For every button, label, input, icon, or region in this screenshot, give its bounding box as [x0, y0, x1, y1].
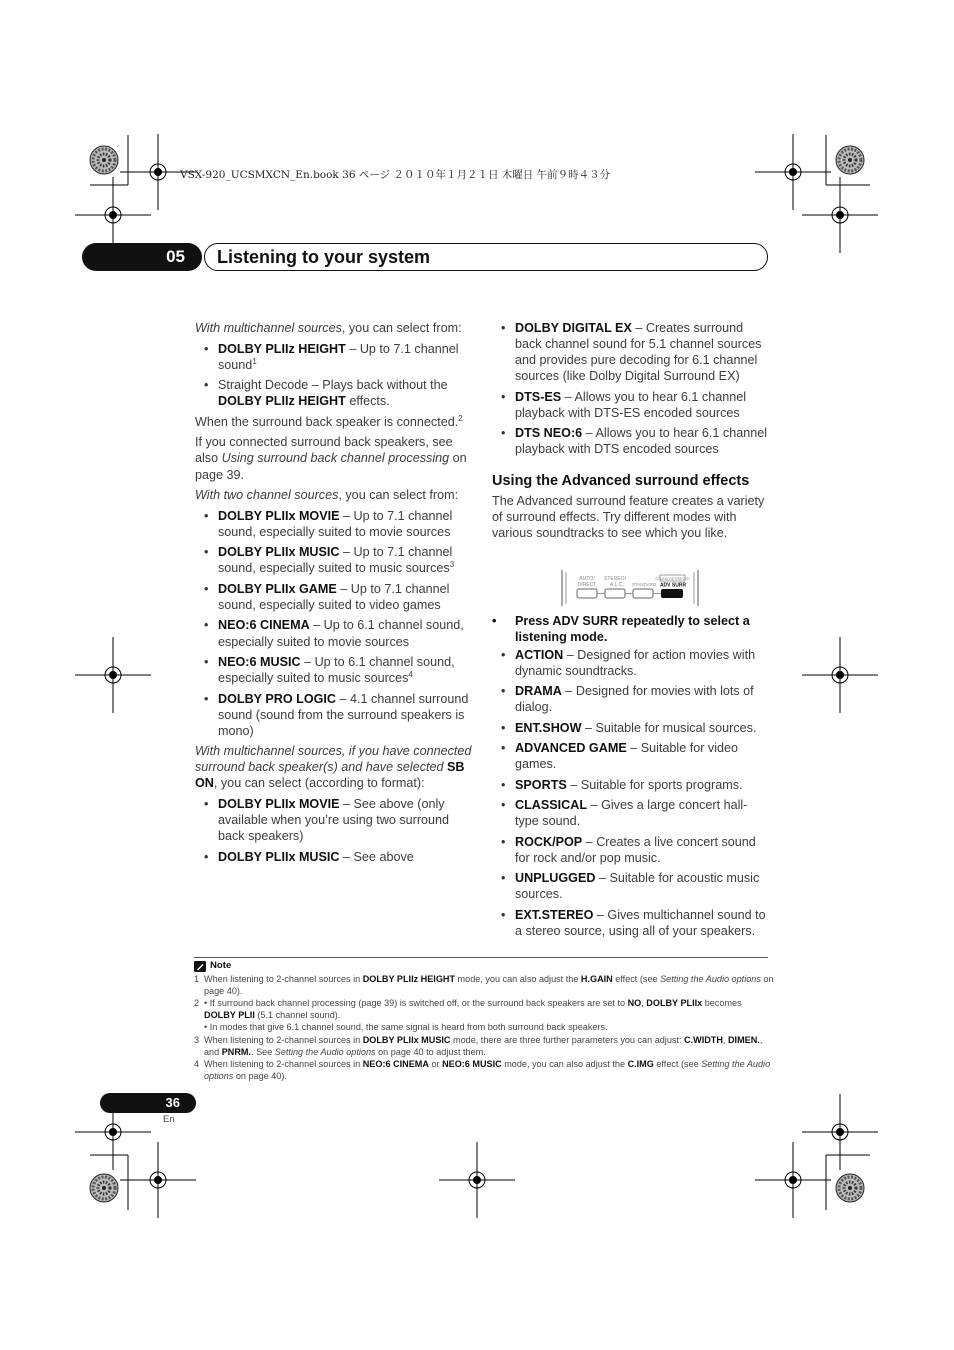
list-item: • Straight Decode – Plays back without the DOLBY PLIIz HEIGHT effects. — [195, 377, 475, 409]
list-item: • DOLBY PLIIx MUSIC – See above — [195, 849, 475, 865]
page-language: En — [163, 1114, 175, 1125]
file-info: VSX-920_UCSMXCN_En.book 36 ページ ２０１０年１月２１日 木曜日 午前９時４３分 — [180, 169, 611, 181]
notes-heading: Note — [194, 960, 774, 972]
notes-section — [194, 960, 774, 1082]
chapter-title: Listening to your system — [217, 247, 431, 267]
list-item: • DOLBY PLIIx MUSIC – Up to 7.1 channel sound, especially suited to music sources$^3$ — [195, 544, 475, 576]
list-item: • ADVANCED GAME – Suitable for video games. — [492, 740, 770, 772]
list-item: • SPORTS – Suitable for sports programs. — [492, 777, 770, 793]
btn-standard-label: STANDARD — [631, 582, 657, 587]
note-1: 1 When listening to 2-channel sources in DOLBY PLIIz HEIGHT mode, you can also adjust the H.GAIN effect (see Setting the Audio options on page 40). — [194, 974, 774, 997]
list-sb-on — [195, 796, 475, 865]
para-see-also: If you connected surround back speakers, see also Using surround back channel processing on page 39. — [195, 435, 467, 482]
list-item: • DOLBY PRO LOGIC – 4.1 channel surround sound (sound from the surround speakers is mono) — [195, 691, 475, 739]
list-item: • ENT.SHOW – Suitable for musical sources. — [492, 720, 770, 736]
list-item: • DRAMA – Designed for movies with lots of dialog. — [492, 683, 770, 715]
list-item: • DOLBY PLIIx MOVIE – Up to 7.1 channel sound, especially suited to movie sources — [195, 508, 475, 540]
btn-stereo-alc-label: STEREO/ — [604, 576, 626, 582]
note-4: 4 When listening to 2-channel sources in NEO:6 CINEMA or NEO:6 MUSIC mode, you can also adjust the C.IMG effect (see Setting the Audio options on page 40). — [194, 1058, 771, 1081]
notes-divider — [194, 957, 768, 958]
list-item: • DTS NEO:6 – Allows you to hear 6.1 channel playback with DTS encoded sources — [492, 425, 770, 457]
right-column — [492, 320, 770, 944]
svg-text:DIRECT: DIRECT — [577, 582, 597, 588]
instruction-step: • Press ADV SURR repeatedly to select a listening mode. — [492, 613, 770, 645]
list-two-channel — [195, 508, 475, 739]
svg-text:A.L.C.: A.L.C. — [610, 582, 624, 588]
list-item: • ACTION – Designed for action movies with dynamic soundtracks. — [492, 647, 770, 679]
note-2b: • In modes that give 6.1 channel sound, the same signal is heard from both surround back speakers. — [204, 1022, 608, 1033]
note-pencil-icon — [194, 961, 206, 972]
list-item: • NEO:6 CINEMA – Up to 6.1 channel sound, especially suited to movie sources — [195, 617, 475, 649]
list-multichannel — [195, 341, 475, 410]
note-3: 3 When listening to 2-channel sources in DOLBY PLIIx MUSIC mode, there are three further parameters you can adjust: C.WIDTH, DIMEN., and PNRM.. See Setting the Audio options on page 40 to adjust them. — [194, 1034, 763, 1057]
para-surround-back: When the surround back speaker is connected.$^2$ — [195, 413, 463, 429]
list-item: • DOLBY DIGITAL EX – Creates surround back channel sound for 5.1 channel sources and provides pure decoding for 6.1 channel sources (like Dolby Digital Surround EX) — [492, 320, 770, 384]
btn-adv-surr-label: ADV SURR — [659, 582, 687, 589]
btn-sound-retriever-label: SOUND RETRIEVER — [655, 576, 690, 581]
list-item: • EXT.STEREO – Gives multichannel sound to a stereo source, using all of your speakers. — [492, 907, 770, 939]
section-description: The Advanced surround feature creates a variety of surround effects. Try different modes with various soundtracks to see which you like. — [492, 493, 765, 540]
list-item: • DOLBY PLIIz HEIGHT – Up to 7.1 channel sound$^1$ — [195, 341, 475, 373]
list-item: • ROCK/POP – Creates a live concert sound for rock and/or pop music. — [492, 834, 770, 866]
list-item: • DOLBY PLIIx MOVIE – See above (only available when you’re using two surround back speakers) — [195, 796, 475, 844]
page-number: 36 — [100, 1093, 196, 1113]
intro-two-channel: With two channel sources, you can select from: — [195, 488, 459, 503]
list-item: • NEO:6 MUSIC – Up to 6.1 channel sound, especially suited to music sources$^4$ — [195, 654, 475, 686]
left-column — [195, 320, 475, 869]
list-item: • UNPLUGGED – Suitable for acoustic music sources. — [492, 870, 770, 902]
list-item: • CLASSICAL – Gives a large concert hall-type sound. — [492, 797, 770, 829]
list-item: • DTS-ES – Allows you to hear 6.1 channel playback with DTS-ES encoded sources — [492, 389, 770, 421]
list-item: • DOLBY PLIIx GAME – Up to 7.1 channel sound, especially suited to video games — [195, 581, 475, 613]
front-panel-buttons-illustration — [561, 568, 699, 608]
chapter-number: 05 — [82, 243, 202, 271]
note-2: 2 • If surround back channel processing (page 39) is switched off, or the surround back speakers are set to NO, DOLBY PLIIx becomes DOLBY PLII (5.1 channel sound). — [194, 998, 742, 1021]
list-listening-modes — [492, 647, 770, 940]
list-multichannel-cont — [492, 320, 770, 458]
btn-auto-direct-label: AUTO/ — [579, 576, 595, 582]
intro-multichannel: With multichannel sources, you can select from: — [195, 321, 462, 335]
section-heading: Using the Advanced surround effects — [492, 472, 750, 489]
intro-sb-on: With multichannel sources, if you have connected surround back speaker(s) and have selected SB ON, you can select (according to format): — [195, 744, 472, 791]
